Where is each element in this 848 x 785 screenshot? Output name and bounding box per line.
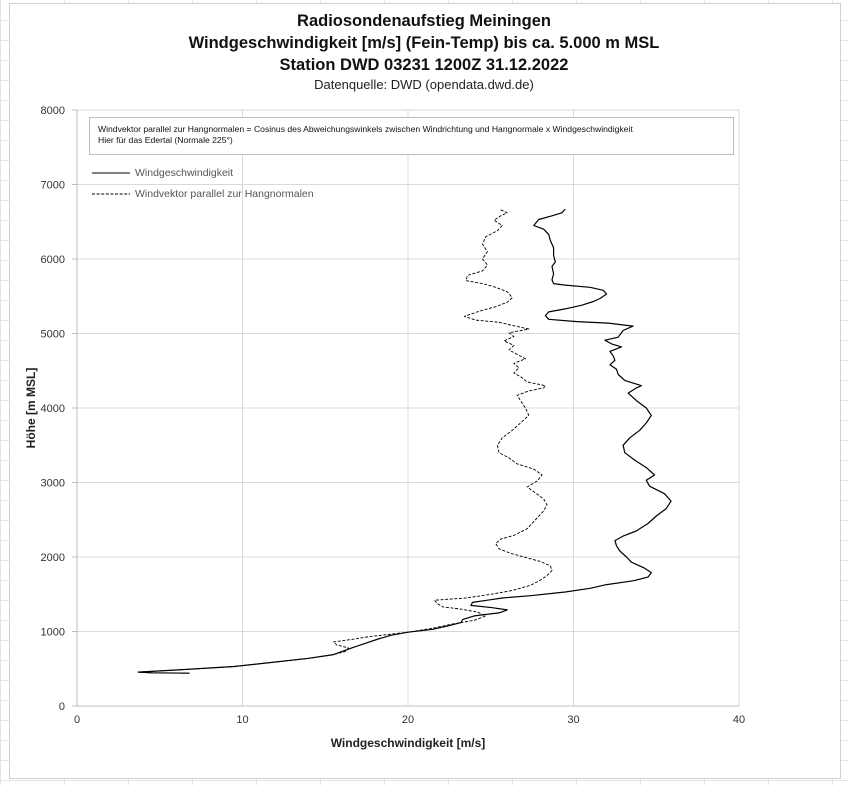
y-axis-title: Höhe [m MSL] — [24, 367, 38, 449]
x-tick-label: 30 — [567, 714, 580, 726]
x-tick-label: 10 — [236, 714, 249, 726]
y-tick-label: 1000 — [40, 626, 65, 639]
x-axis-title: Windgeschwindigkeit [m/s] — [330, 736, 486, 750]
x-tick-label: 40 — [732, 714, 746, 726]
chart-title-line-2: Windgeschwindigkeit [m/s] (Fein-Temp) bis ca. 5.000 m MSL — [188, 34, 660, 52]
y-tick-label: 5000 — [40, 328, 65, 341]
y-tick-label: 4000 — [40, 403, 65, 415]
data-source-label: Datenquelle: DWD (opendata.dwd.de) — [314, 77, 534, 92]
x-tick-label: 20 — [401, 714, 415, 726]
y-tick-label: 0 — [58, 701, 65, 713]
legend-item-windvektor[interactable] — [92, 183, 314, 204]
y-tick-label: 6000 — [40, 254, 65, 266]
annotation-line-1: Windvektor parallel zur Hangnormalen = Cosinus des Abweichungswinkels zwischen Windrichtung und Hangnormale x Windgeschwindigkeit — [98, 124, 633, 134]
legend-label-windgeschwindigkeit: Windgeschwindigkeit — [135, 166, 234, 179]
annotation-line-2: Hier für das Edertal (Normale 225°) — [98, 135, 233, 145]
legend-swatch-dashed — [92, 189, 130, 199]
series-line-windvektor[interactable] — [138, 210, 552, 673]
series-line-windgeschwindigkeit[interactable] — [138, 209, 671, 673]
y-tick-label: 3000 — [40, 477, 65, 490]
annotation-box — [89, 117, 734, 155]
y-tick-label: 8000 — [40, 105, 65, 117]
legend-item-windgeschwindigkeit[interactable] — [92, 162, 314, 183]
chart-title-line-3: Station DWD 03231 1200Z 31.12.2022 — [279, 56, 569, 74]
legend-label-windvektor: Windvektor parallel zur Hangnormalen — [135, 187, 314, 200]
x-tick-label: 0 — [73, 714, 81, 726]
legend-swatch-solid — [92, 168, 130, 178]
chart-title-line-1: Radiosondenaufstieg Meiningen — [297, 12, 551, 30]
y-tick-label: 2000 — [40, 552, 65, 564]
y-tick-label: 7000 — [40, 179, 65, 192]
legend[interactable] — [92, 162, 314, 204]
